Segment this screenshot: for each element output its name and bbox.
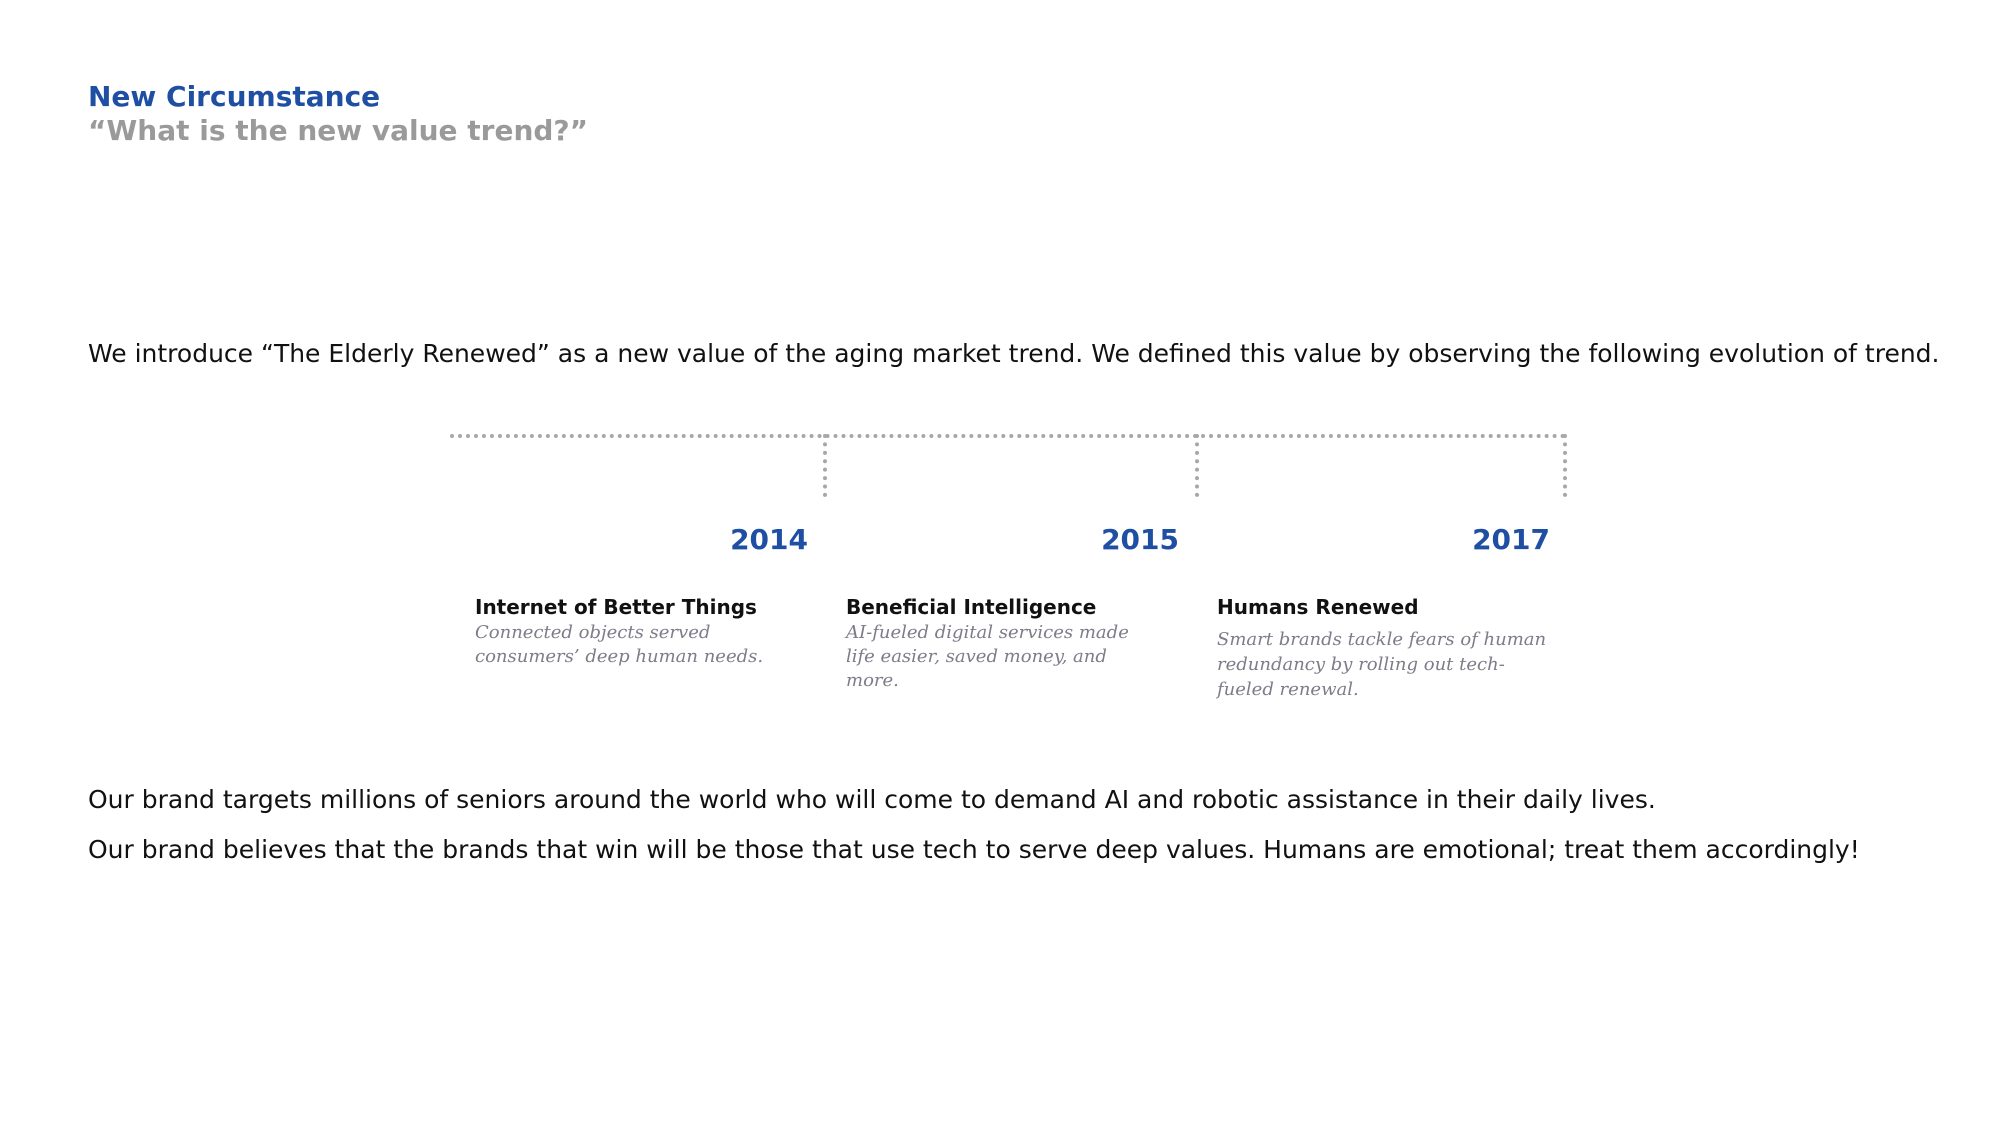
timeline-tick-2017: [1563, 434, 1567, 497]
timeline-item-description: Connected objects served consumers’ deep human needs.: [475, 622, 764, 667]
timeline-year-2017: 2017: [1472, 523, 1550, 556]
timeline-year-2014: 2014: [730, 523, 808, 556]
timeline-item-title: Beneficial Intelligence: [846, 595, 1097, 619]
timeline-tick-2015: [1195, 434, 1199, 497]
body-paragraph-targets: Our brand targets millions of seniors around the world who will come to demand AI and robotic assistance in their daily lives.: [88, 785, 1656, 814]
timeline-tick-2014: [823, 434, 827, 497]
timeline-item-internet-of-better-things: [475, 593, 815, 669]
timeline-item-title: Internet of Better Things: [475, 595, 757, 619]
timeline-horizontal-line: [450, 434, 1566, 438]
timeline-year-2015: 2015: [1101, 523, 1179, 556]
timeline-item-humans-renewed: [1217, 593, 1557, 702]
timeline-item-title: Humans Renewed: [1217, 595, 1419, 619]
body-paragraph-beliefs: Our brand believes that the brands that win will be those that use tech to serve deep values. Humans are emotional; treat them accordingly!: [88, 835, 1860, 864]
timeline-item-description: AI-fueled digital services made life easier, saved money, and more.: [846, 622, 1129, 691]
page-title: New Circumstance: [88, 80, 381, 113]
timeline-connector: [450, 432, 1570, 502]
timeline-item-description: Smart brands tackle fears of human redundancy by rolling out tech-fueled renewal.: [1217, 629, 1547, 700]
timeline-item-beneficial-intelligence: [846, 593, 1186, 693]
intro-text: We introduce “The Elderly Renewed” as a new value of the aging market trend. We defined this value by observing the following evolution of trend.: [88, 339, 1940, 368]
page-subtitle: “What is the new value trend?”: [88, 114, 589, 147]
